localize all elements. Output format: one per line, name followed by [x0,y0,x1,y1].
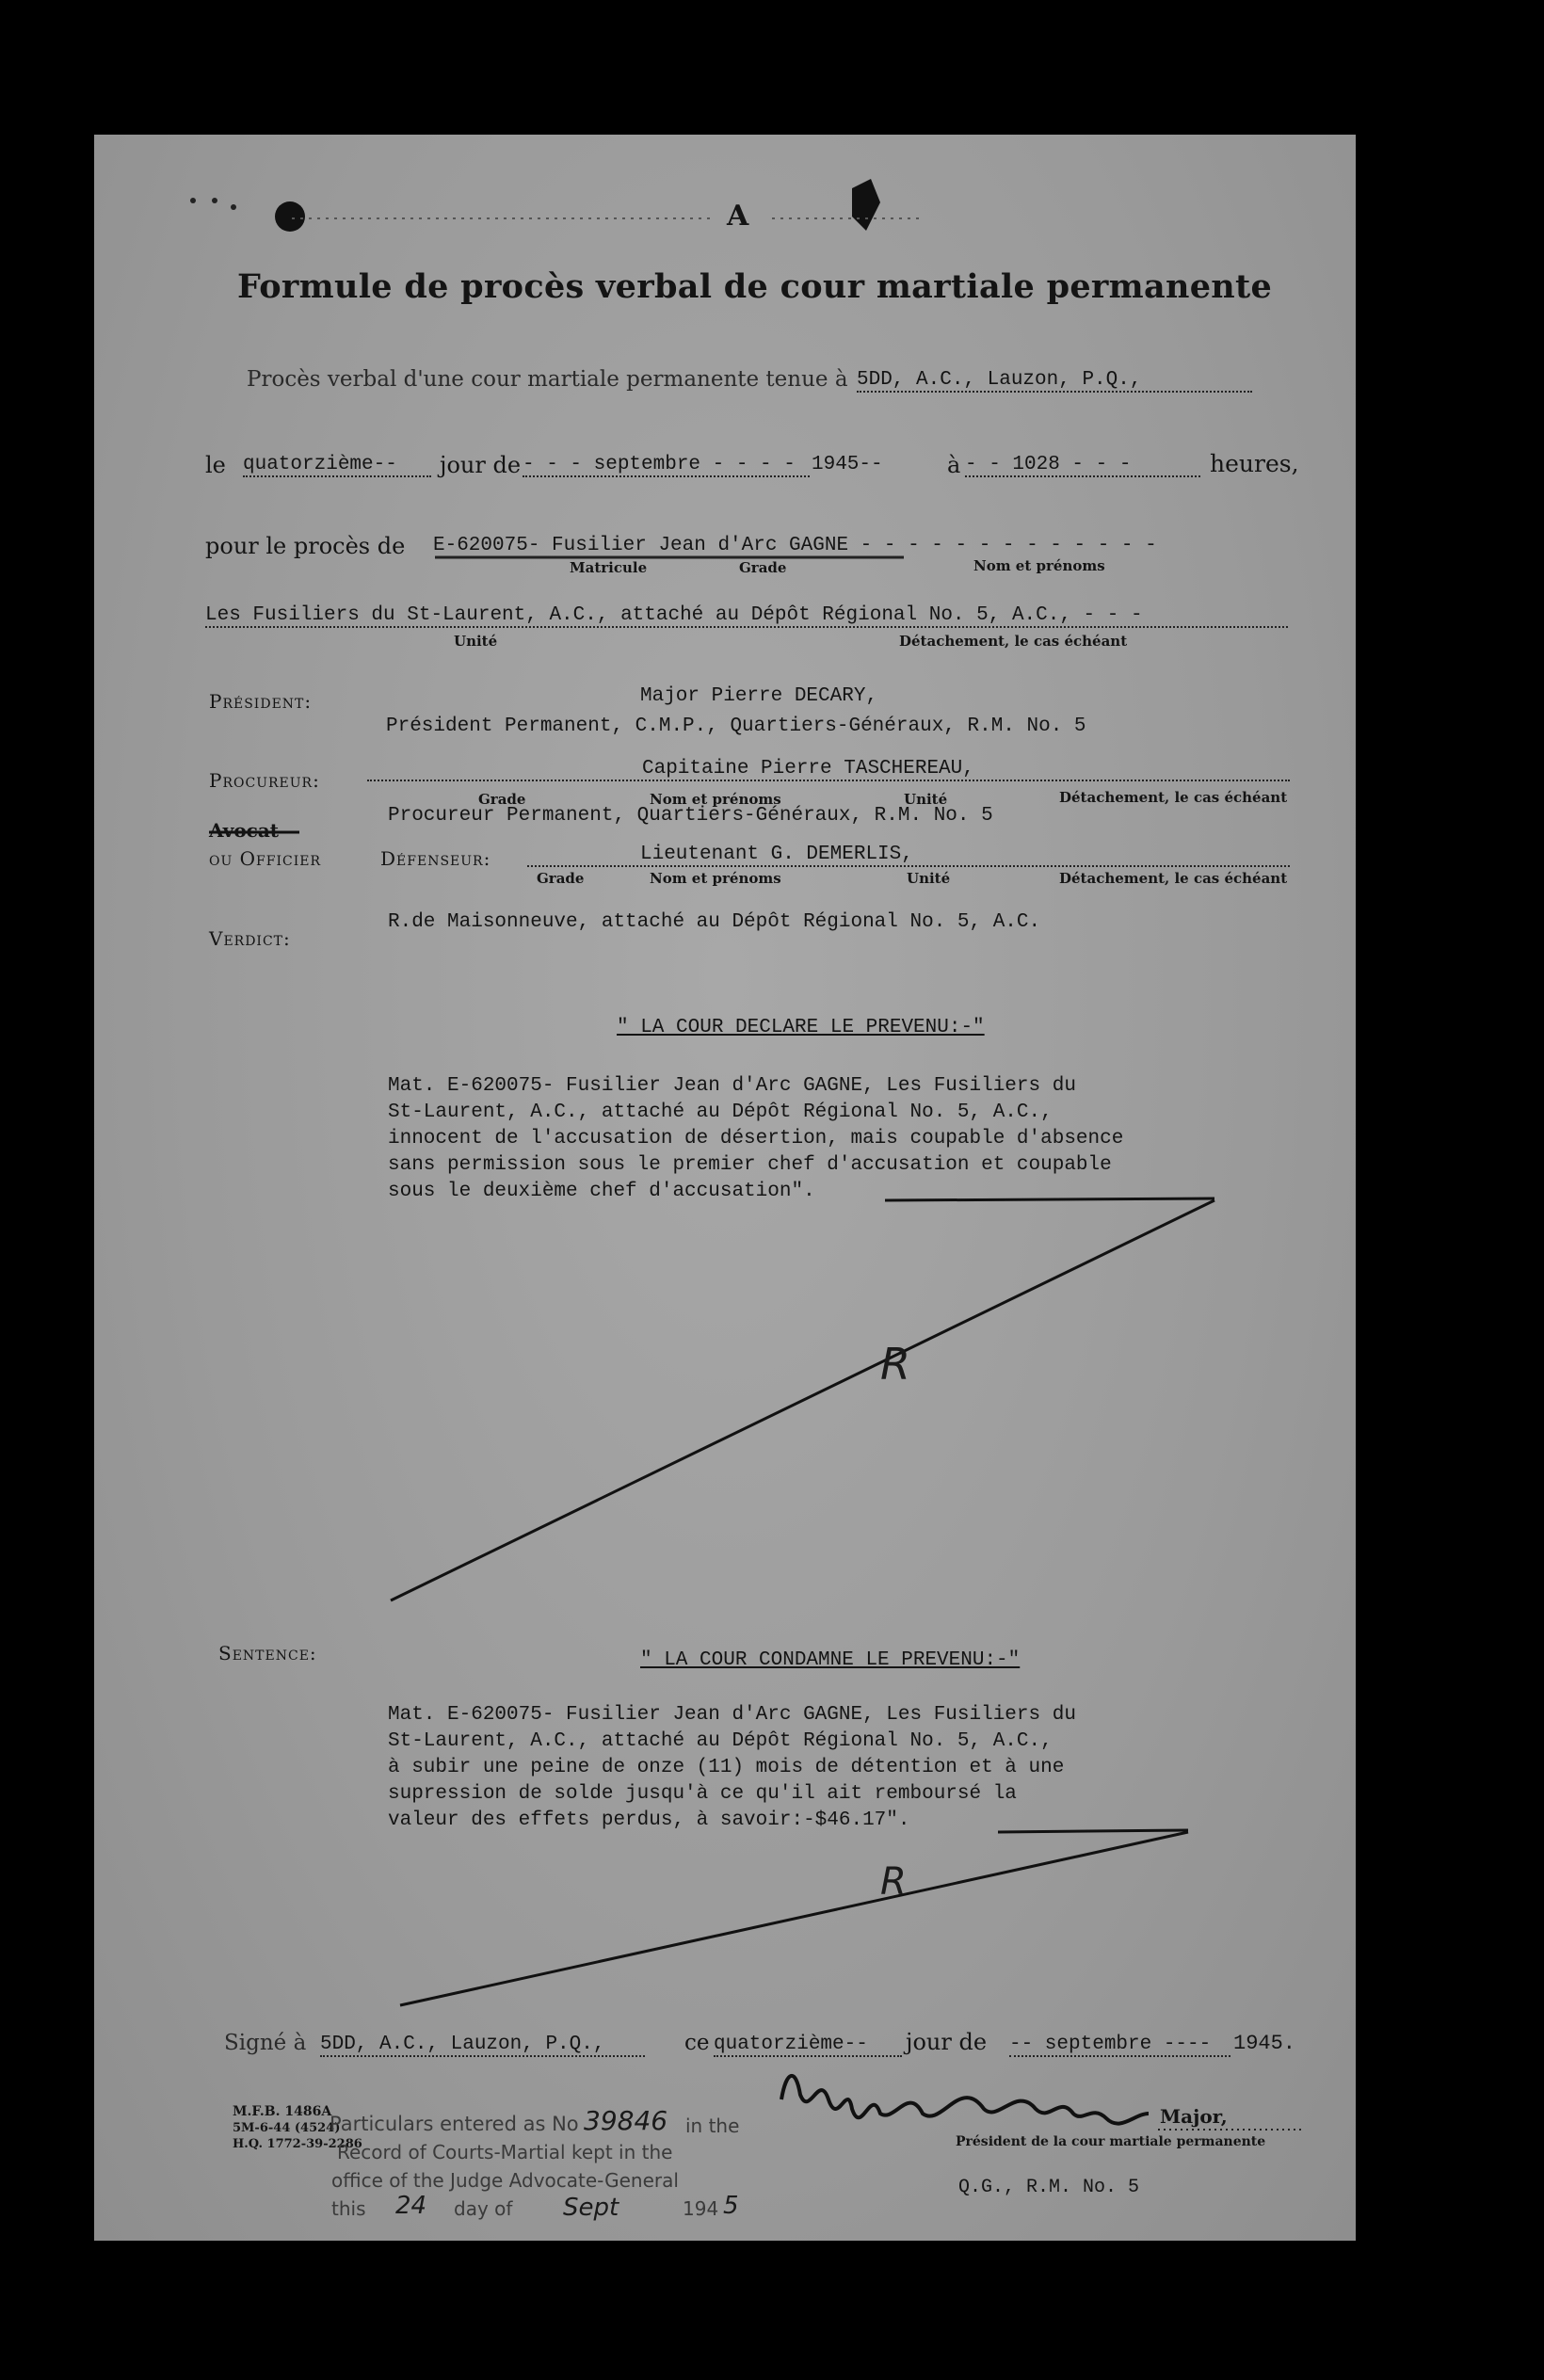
record-stamp-line: Particulars entered as No [330,2113,579,2135]
verdict-heading: " LA COUR DECLARE LE PREVENU:-" [617,1017,985,1038]
sentence-line: Mat. E-620075- Fusilier Jean d'Arc GAGNE, Les Fusiliers du [388,1704,1076,1726]
record-stamp-line: 194 [683,2197,719,2220]
speck-mark [231,204,236,210]
form-number: M.F.B. 1486A [233,2104,332,2119]
line1-label: Procès verbal d'une cour martiale permanente tenue à [247,367,848,392]
a-label: à [947,452,961,478]
caption-nom: Nom et prénoms [650,791,781,808]
caption-unite: Unité [904,791,948,808]
le-label: le [205,452,226,478]
record-stamp-line: office of the Judge Advocate-General [331,2169,679,2192]
signature-stroke [781,2076,1149,2124]
hq-label: Q.G., R.M. No. 5 [958,2177,1140,2198]
court-place: 5DD, A.C., Lauzon, P.Q., [857,369,1252,393]
speck-mark [212,198,217,203]
ou-officier-label: ou Officier [209,847,321,870]
signed-year: 1945. [1233,2032,1296,2055]
sentence-line: valeur des effets perdus, à savoir:-$46.17". [388,1809,910,1831]
president-detail: Président Permanent, C.M.P., Quartiers-Généraux, R.M. No. 5 [386,716,1086,737]
president-caption: Président de la cour martiale permanente [956,2134,1266,2149]
jour-de-label: jour de [440,452,522,478]
verdict-unit-line: R.de Maisonneuve, attaché au Dépôt Régional No. 5, A.C. [388,911,1041,933]
caption-nom: Nom et prénoms [650,870,781,887]
sentence-heading: " LA COUR CONDAMNE LE PREVENU:-" [640,1649,1021,1671]
caption-detachement: Détachement, le cas échéant [1059,789,1288,806]
stamp-day: 24 [395,2192,427,2220]
court-time: - - 1028 - - - [965,454,1200,477]
accused-name: E-620075- Fusilier Jean d'Arc GAGNE - - - - - - - - - - - - - [433,535,1157,556]
stamp-year: 5 [723,2192,739,2220]
verdict-strike-line [391,1200,1214,1600]
caption-detachement: Détachement, le cas échéant [1059,870,1288,887]
caption-grade: Grade [537,870,585,887]
sentence-line: supression de solde jusqu'à ce qu'il ait remboursé la [388,1783,1017,1805]
jour-de-label: jour de [906,2029,988,2055]
record-stamp-line: day of [454,2197,513,2220]
record-stamp-in: in the [685,2115,740,2137]
caption-detachement: Détachement, le cas échéant [899,633,1128,650]
verdict-initial: R [880,1339,910,1390]
sentence-line: St-Laurent, A.C., attaché au Dépôt Régional No. 5, A.C., [388,1730,1053,1752]
caption-grade: Grade [478,791,526,808]
president-label: Président: [209,690,313,713]
defenseur-name: Lieutenant G. DEMERLIS, [527,844,1290,867]
verdict-line: sous le deuxième chef d'accusation". [388,1181,815,1202]
verdict-line: sans permission sous le premier chef d'accusation et coupable [388,1154,1112,1176]
stamp-month: Sept [563,2194,619,2222]
record-stamp-line: this [331,2197,366,2220]
record-stamp-line: Record of Courts-Martial kept in the [337,2141,673,2163]
procureur-name: Capitaine Pierre TASCHEREAU, [367,758,1290,781]
sentence-body [388,1702,1076,1834]
verdict-line: St-Laurent, A.C., attaché au Dépôt Régional No. 5, A.C., [388,1102,1053,1123]
punch-mark [275,201,305,232]
sentence-strike-line [400,1832,1188,2005]
defenseur-label: Défenseur: [380,847,491,870]
court-day: quatorzième-- [243,454,431,477]
heures-label: heures, [1210,450,1299,477]
sentence-initial: R [880,1860,907,1904]
ce-label: ce [684,2031,710,2055]
print-code: H.Q. 1772-39-2286 [233,2137,362,2151]
sentence-line: à subir une peine de onze (11) mois de détention et à une [388,1757,1065,1778]
caption-grade: Grade [739,559,787,576]
caption-unite: Unité [907,870,951,887]
caption-nom: Nom et prénoms [973,557,1105,574]
record-number: 39846 [584,2105,668,2136]
form-letter: A [727,200,749,233]
verdict-body [388,1073,1123,1205]
procureur-label: Procureur: [209,769,320,792]
form-title: Formule de procès verbal de cour martiale permanente [237,267,1273,306]
accused-unit: Les Fusiliers du St-Laurent, A.C., attaché au Dépôt Régional No. 5, A.C., - - - [205,604,1288,628]
caption-matricule: Matricule [570,559,648,576]
signed-place: 5DD, A.C., Lauzon, P.Q., [320,2034,645,2057]
president-name: Major Pierre DECARY, [640,685,878,707]
print-code: 5M-6-44 (4524) [233,2121,341,2135]
caption-unite: Unité [454,633,498,650]
sentence-label: Sentence: [218,1642,317,1664]
signed-day: quatorzième-- [714,2034,902,2057]
verdict-line: innocent de l'accusation de désertion, mais coupable d'absence [388,1128,1124,1150]
court-month: - - - septembre - - - - [523,454,810,477]
signe-label: Signé à [224,2031,307,2055]
speck-mark [190,198,196,203]
court-year: 1945-- [812,454,883,475]
signed-month: -- septembre ---- [1009,2034,1230,2057]
verdict-label: Verdict: [209,927,291,950]
avocat-label: Avocat [209,819,280,842]
verdict-line: Mat. E-620075- Fusilier Jean d'Arc GAGNE, Les Fusiliers du [388,1075,1076,1097]
trial-label: pour le procès de [205,533,406,559]
rank-label: Major, [1160,2105,1228,2128]
ink-blot [852,179,880,231]
procureur-detail: Procureur Permanent, Quartiers-Généraux, R.M. No. 5 [388,805,993,827]
